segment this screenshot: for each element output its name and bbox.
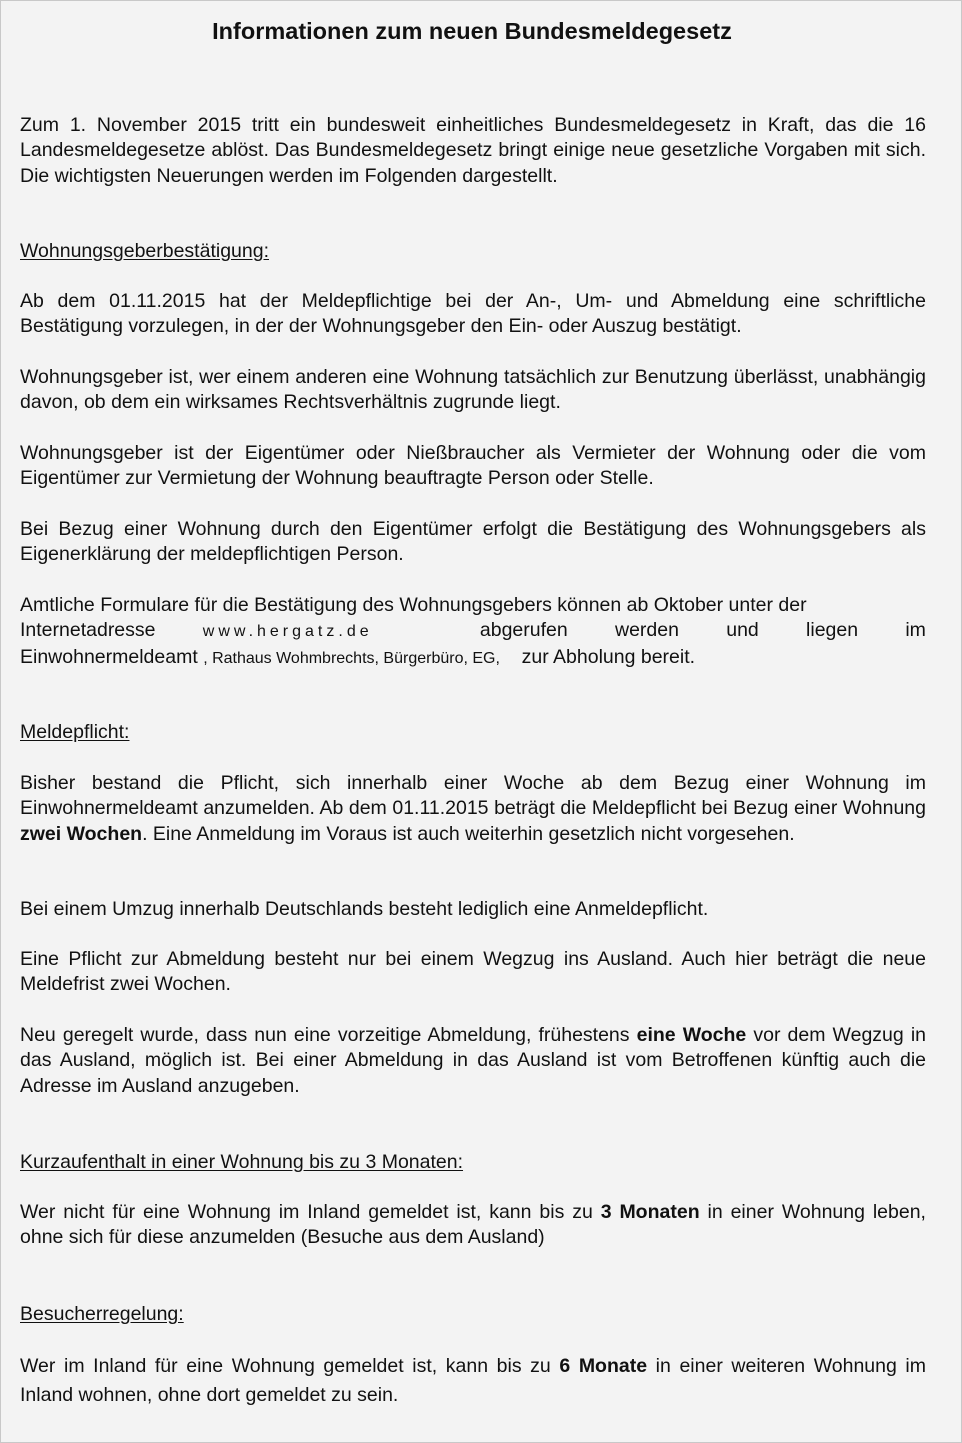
paragraph: Bei einem Umzug innerhalb Deutschlands besteht lediglich eine Anmeldepflicht. [20, 898, 709, 920]
bold-text: 6 Monate [559, 1355, 648, 1377]
word: werden [614, 619, 679, 642]
heading-kurzaufenthalt: Kurzaufenthalt in einer Wohnung bis zu 3 Monaten: [20, 1151, 464, 1173]
bold-text: 3 Monaten [600, 1201, 700, 1223]
paragraph [20, 771, 926, 847]
word: und [726, 619, 759, 642]
text: Wer im Inland für eine Wohnung gemeldet ist, kann bis zu [20, 1355, 560, 1377]
paragraph [20, 1023, 926, 1099]
paragraph: Eine Pflicht zur Abmeldung besteht nur bei einem Wegzug ins Ausland. Auch hier beträgt die neue Meldefrist zwei Wochen. [20, 948, 926, 996]
paragraph: Bei Bezug einer Wohnung durch den Eigentümer erfolgt die Bestätigung des Wohnungsgebers als Eigenerklärung der meldepflichtigen Person. [20, 518, 926, 566]
office-name: Einwohnermeldeamt [20, 645, 198, 668]
word: liegen [806, 619, 859, 642]
text: in einer weiteren Wohnung im Inland wohnen, ohne dort gemeldet zu sein. [20, 1355, 927, 1406]
intro-paragraph: Zum 1. November 2015 tritt ein bundesweit einheitliches Bundesmeldegesetz in Kraft, das die 16 Landesmeldegesetze ablöst. Das Bundesmeldegesetz bringt einige neue gesetzliche Vorgaben mit sich. Die wichtigsten Neuerungen werden im Folgenden dargestellt. [20, 114, 926, 187]
text: . Eine Anmeldung im Voraus ist auch weiterhin gesetzlich nicht vorgesehen. [142, 822, 795, 845]
word: im [905, 619, 926, 642]
paragraph [20, 1200, 926, 1251]
text: Bisher bestand die Pflicht, sich innerhalb einer Woche ab dem Bezug einer Wohnung im Einwohnermeldeamt anzumelden. Ab dem 01.11.2015 beträgt die Meldepflicht bei Bezug einer Wohnung [20, 772, 926, 820]
heading-wohnungsgeberbestaetigung: Wohnungsgeberbestätigung: [20, 240, 269, 262]
paragraph-line [20, 618, 926, 644]
document-title: Informationen zum neuen Bundesmeldegesetz [212, 18, 732, 44]
text: Neu geregelt wurde, dass nun eine vorzeitige Abmeldung, frühestens [20, 1024, 637, 1046]
formulare-paragraph [20, 593, 926, 671]
heading-besucherregelung: Besucherregelung: [20, 1303, 184, 1325]
paragraph: Wohnungsgeber ist der Eigentümer oder Nießbraucher als Vermieter der Wohnung oder die vom Eigentümer zur Vermietung der Wohnung beauftragte Person oder Stelle. [20, 442, 926, 490]
paragraph-end: zur Abholung bereit. [521, 645, 696, 668]
paragraph: Wohnungsgeber ist, wer einem anderen eine Wohnung tatsächlich zur Benutzung überlässt, unabhängig davon, ob dem ein wirksames Rechtsverhältnis zugrunde liegt. [20, 366, 926, 414]
text: in einer Wohnung leben, ohne sich für diese anzumelden (Besuche aus dem Ausland) [20, 1201, 926, 1249]
paragraph-line: Amtliche Formulare für die Bestätigung des Wohnungsgebers können ab Oktober unter der [20, 594, 807, 616]
heading-meldepflicht: Meldepflicht: [20, 721, 130, 743]
paragraph: Ab dem 01.11.2015 hat der Meldepflichtige bei der An-, Um- und Abmeldung eine schriftliche Bestätigung vorzulegen, in der der Wohnungsgeber den Ein- oder Auszug bestätigt. [20, 290, 926, 338]
text: vor dem Wegzug in das Ausland, möglich ist. Bei einer Abmeldung in das Ausland ist vom Betroffenen künftig auch die Adresse im Ausland anzugeben. [20, 1024, 926, 1097]
address-label: Internetadresse [20, 619, 156, 642]
bold-text: eine Woche [636, 1024, 747, 1046]
bold-text: zwei Wochen [20, 822, 143, 845]
text: Wer nicht für eine Wohnung im Inland gemeldet ist, kann bis zu [20, 1201, 601, 1223]
office-location: , Rathaus Wohmbrechts, Bürgerbüro, EG, [203, 649, 500, 667]
website-link[interactable]: www.hergatz.de [202, 623, 373, 641]
paragraph [20, 1352, 926, 1410]
word: abgerufen [479, 619, 568, 642]
paragraph-line [20, 645, 926, 671]
